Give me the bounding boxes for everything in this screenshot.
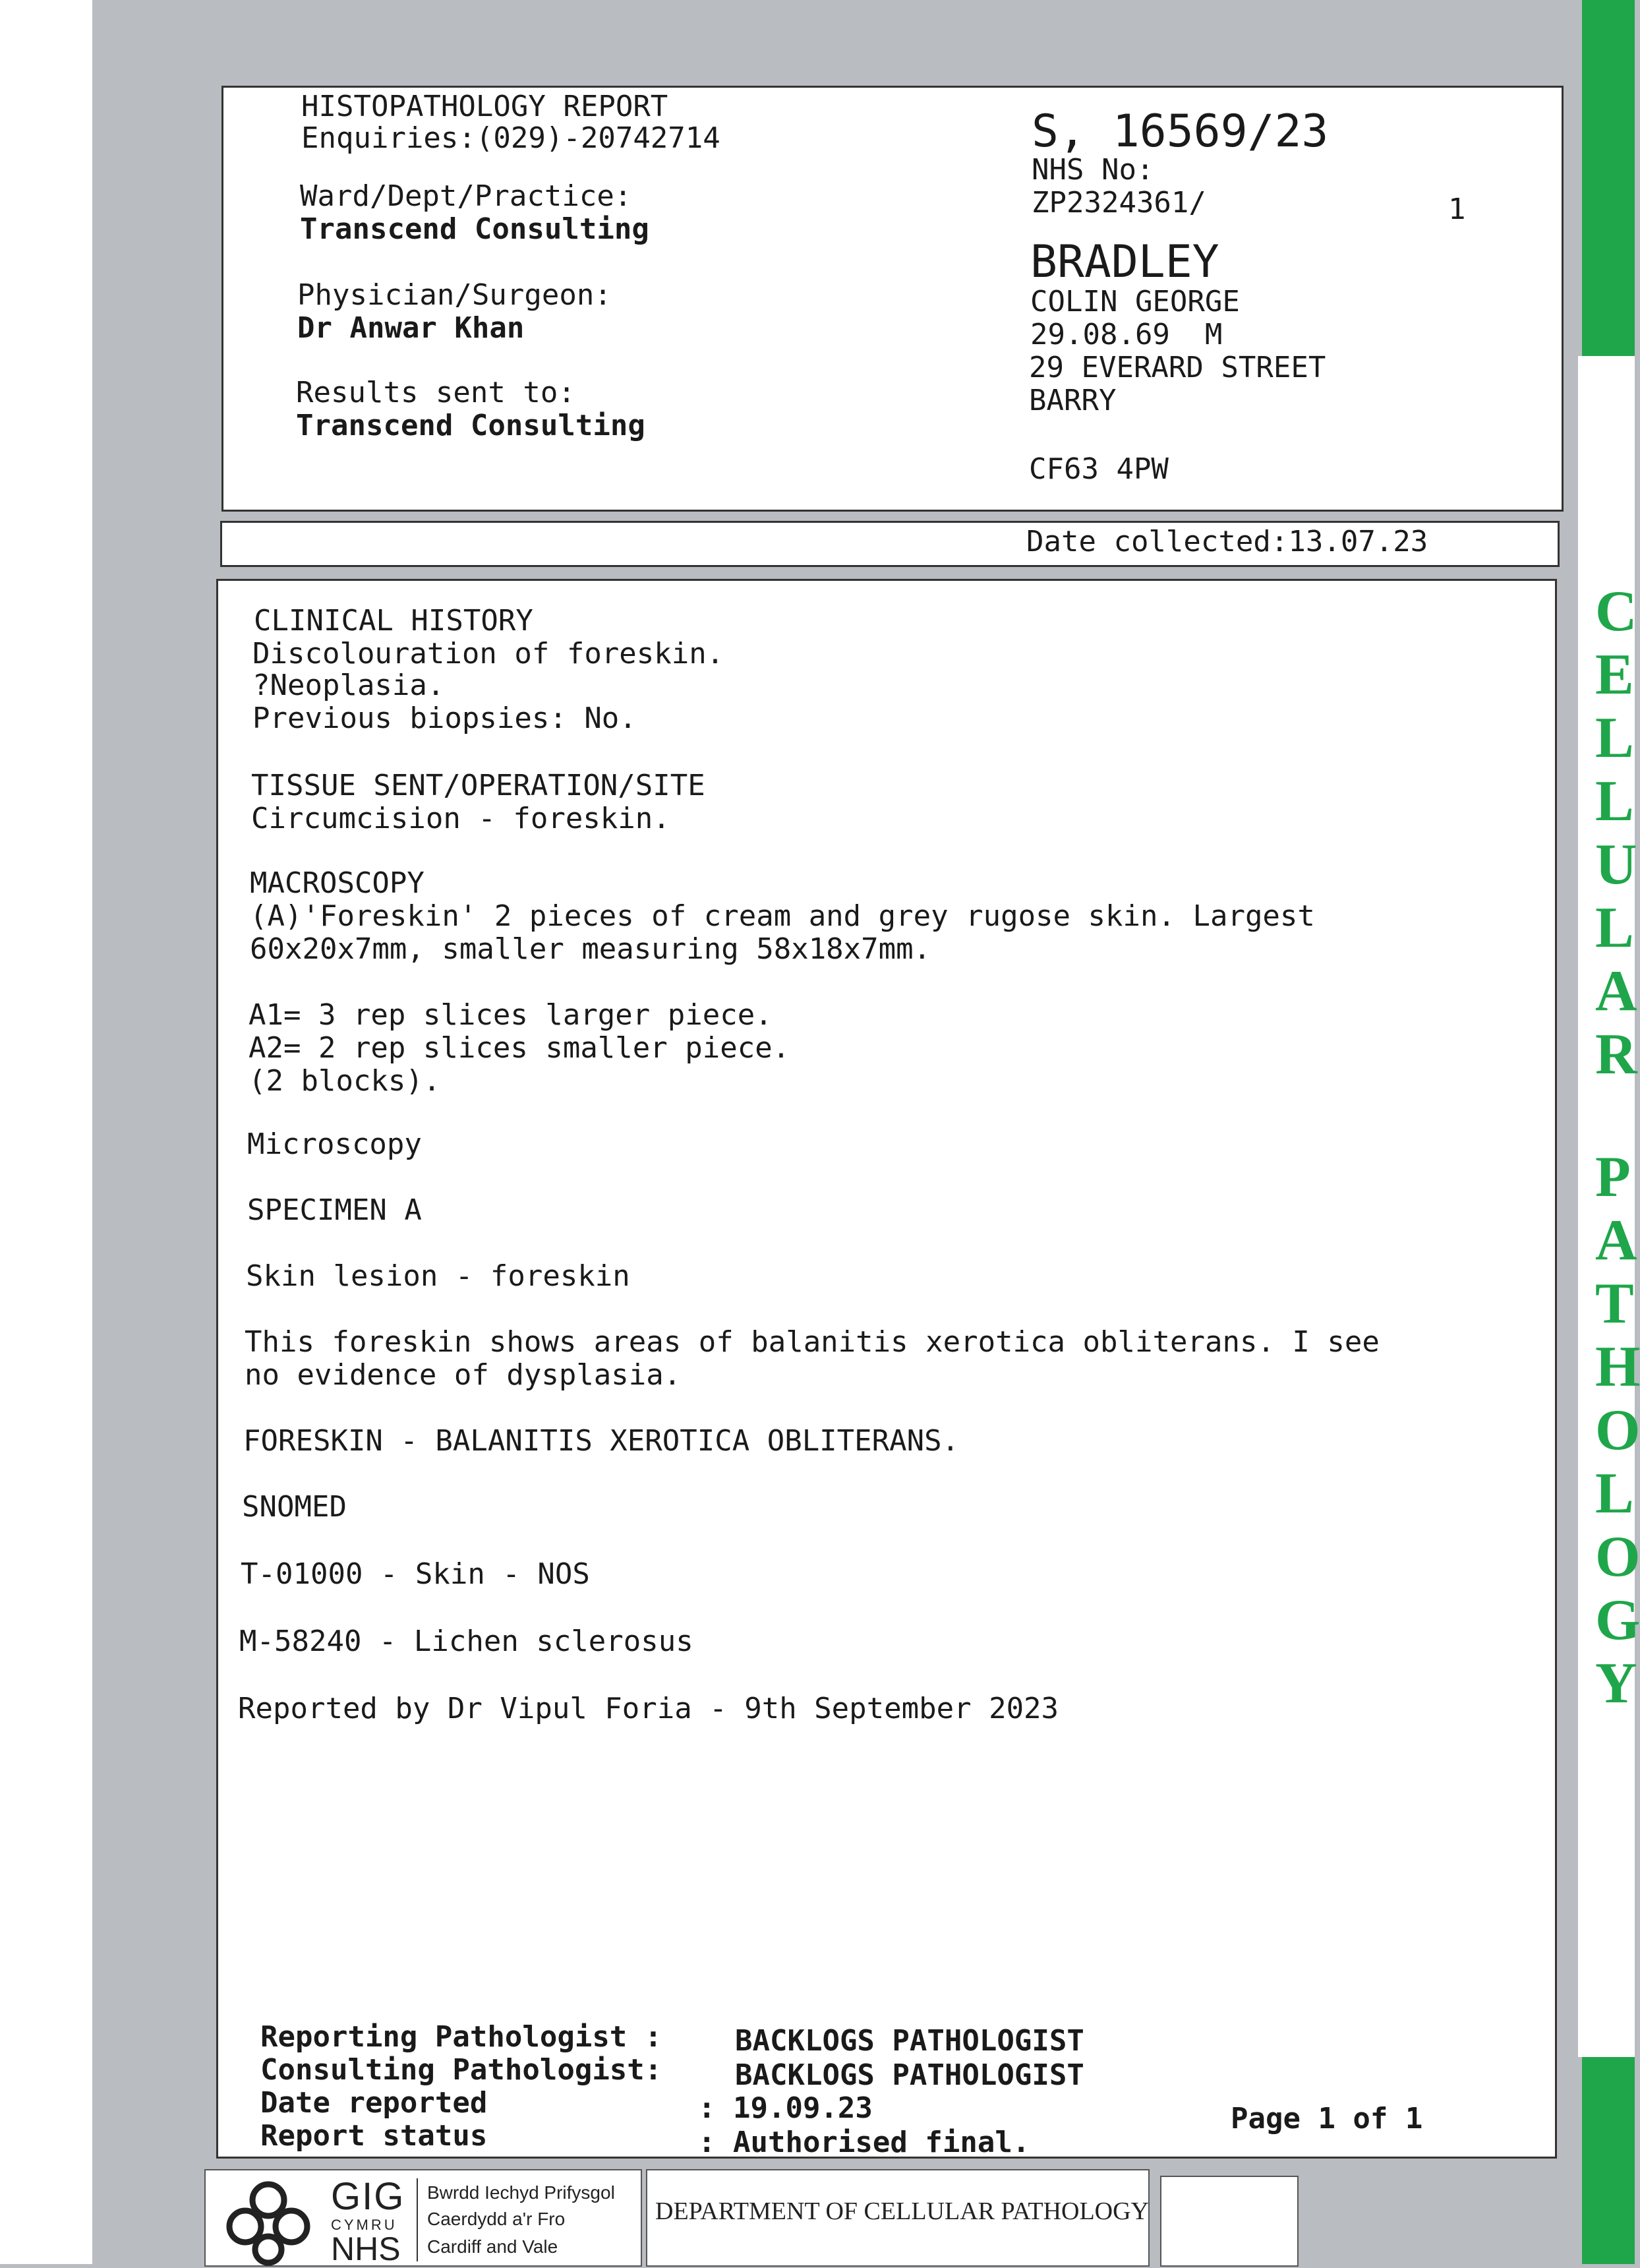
macroscopy-line: (A)'Foreskin' 2 pieces of cream and grey rugose skin. Largest <box>250 899 1315 933</box>
footer-logo-box <box>204 2169 642 2267</box>
patient-dob-sex: 29.08.69 M <box>1030 318 1223 351</box>
tissue-line: Circumcision - foreskin. <box>251 802 670 835</box>
macroscopy-heading: MACROSCOPY <box>250 866 425 900</box>
patient-address-2: BARRY <box>1029 384 1117 417</box>
microscopy-line: This foreskin shows areas of balanitis xerotica obliterans. I see <box>245 1325 1380 1359</box>
report-title: HISTOPATHOLOGY REPORT <box>301 90 668 123</box>
ward-value: Transcend Consulting <box>300 212 649 246</box>
report-status-value: : Authorised final. <box>698 2126 1030 2159</box>
department-name: DEPARTMENT OF CELLULAR PATHOLOGY <box>655 2197 1149 2225</box>
department-box <box>646 2169 1150 2267</box>
reported-by: Reported by Dr Vipul Foria - 9th September 2023 <box>238 1692 1059 1725</box>
nhs-number: ZP2324361/ <box>1032 186 1206 220</box>
snomed-heading: SNOMED <box>242 1490 347 1524</box>
results-label: Results sent to: <box>296 376 575 409</box>
block-line: A1= 3 rep slices larger piece. <box>249 998 773 1032</box>
patient-postcode: CF63 4PW <box>1029 452 1169 486</box>
clinical-history-line: Previous biopsies: No. <box>252 701 637 735</box>
results-value: Transcend Consulting <box>296 409 645 442</box>
page-indicator: Page 1 of 1 <box>1231 2102 1423 2135</box>
cymru-wordmark: CYMRU <box>331 2217 397 2233</box>
health-board-logo-icon <box>219 2177 318 2263</box>
consulting-pathologist-label: Consulting Pathologist: <box>260 2053 662 2087</box>
clinical-history-line: Discolouration of foreskin. <box>252 637 724 671</box>
board-name-welsh: Bwrdd Iechyd Prifysgol <box>427 2182 615 2203</box>
logo-divider <box>417 2178 418 2261</box>
block-line: (2 blocks). <box>249 1064 441 1098</box>
patient-address-1: 29 EVERARD STREET <box>1029 351 1326 384</box>
block-line: A2= 2 rep slices smaller piece. <box>249 1031 790 1065</box>
snomed-code: M-58240 - Lichen sclerosus <box>239 1625 693 1658</box>
specimen-site: Skin lesion - foreskin <box>246 1259 630 1293</box>
nhs-wordmark: NHS <box>331 2230 401 2267</box>
clinical-history-line: ?Neoplasia. <box>252 669 445 702</box>
header-box <box>221 86 1564 512</box>
tissue-heading: TISSUE SENT/OPERATION/SITE <box>251 769 705 802</box>
collection-box <box>220 521 1560 567</box>
footer-blank-box <box>1160 2176 1299 2267</box>
page-margin <box>0 0 92 2264</box>
reporting-pathologist-label: Reporting Pathologist : <box>260 2020 662 2054</box>
patient-surname: BRADLEY <box>1030 236 1219 288</box>
nhs-label: NHS No: <box>1032 153 1154 187</box>
date-reported-label: Date reported <box>260 2086 488 2120</box>
ward-label: Ward/Dept/Practice: <box>300 179 632 213</box>
snomed-code: T-01000 - Skin - NOS <box>241 1557 590 1591</box>
date-reported-value: : 19.09.23 <box>698 2091 873 2125</box>
diagnosis: FORESKIN - BALANITIS XEROTICA OBLITERANS. <box>243 1424 960 1458</box>
reporting-pathologist-value: BACKLOGS PATHOLOGIST <box>735 2024 1084 2058</box>
consulting-pathologist-value: BACKLOGS PATHOLOGIST <box>735 2058 1084 2092</box>
gig-wordmark: GIG <box>331 2175 405 2218</box>
specimen-number: S, 16569/23 <box>1032 105 1329 158</box>
physician-label: Physician/Surgeon: <box>297 278 612 312</box>
date-collected: Date collected:13.07.23 <box>1026 525 1428 558</box>
microscopy-heading: Microscopy <box>247 1127 422 1161</box>
clinical-history-heading: CLINICAL HISTORY <box>254 604 533 638</box>
specimen-heading: SPECIMEN A <box>247 1193 422 1227</box>
enquiries-line: Enquiries:(029)-20742714 <box>301 121 720 155</box>
patient-forenames: COLIN GEORGE <box>1030 285 1240 318</box>
report-status-label: Report status <box>260 2119 488 2153</box>
microscopy-line: no evidence of dysplasia. <box>245 1358 682 1392</box>
copy-number: 1 <box>1448 193 1466 226</box>
board-name-english: Cardiff and Vale <box>427 2236 558 2257</box>
physician-value: Dr Anwar Khan <box>297 311 525 345</box>
macroscopy-line: 60x20x7mm, smaller measuring 58x18x7mm. <box>250 932 931 966</box>
side-banner-text: C E L L U L A R P A T H O L O G Y <box>1595 580 1640 1716</box>
board-name-welsh-2: Caerdydd a'r Fro <box>427 2209 566 2229</box>
report-body-box <box>216 579 1557 2159</box>
